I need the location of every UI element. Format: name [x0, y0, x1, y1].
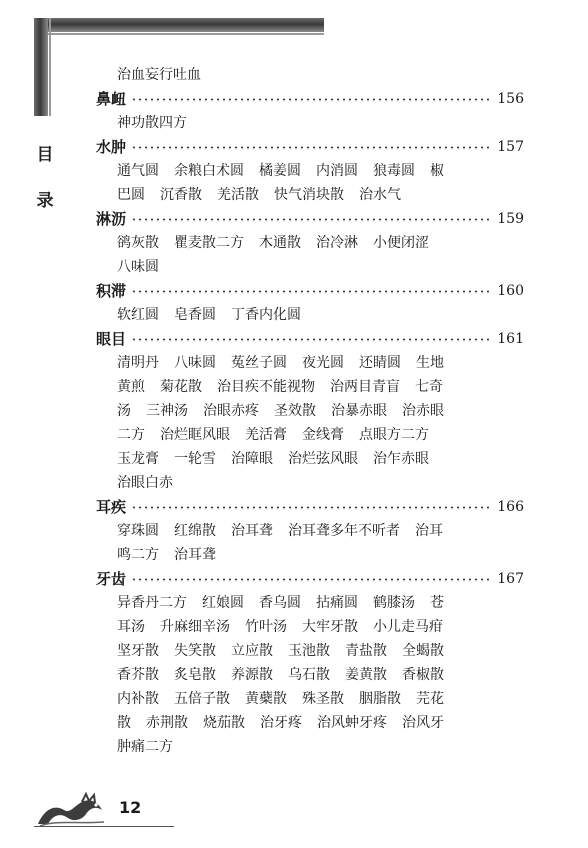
entry-title: 牙齿 — [96, 570, 127, 588]
toc-item: 炙皂散 — [174, 667, 216, 683]
entry-page-number: 159 — [497, 211, 524, 227]
toc-item: 穿珠圆 — [117, 523, 159, 539]
toc-item: 治障眼 — [231, 451, 273, 467]
entry-title: 眼目 — [96, 330, 127, 348]
toc-entry — [96, 87, 524, 111]
toc-item: 治耳聋多年不听者 — [288, 523, 400, 539]
entry-title: 淋沥 — [96, 210, 127, 228]
dot-leader — [131, 578, 492, 581]
toc-item: 汤 — [117, 403, 131, 419]
toc-item: 生地 — [416, 355, 444, 371]
toc-item: 耳汤 — [117, 619, 145, 635]
toc-item: 大牢牙散 — [302, 619, 358, 635]
toc-entry — [96, 135, 524, 159]
toc-item: 瞿麦散二方 — [174, 235, 244, 251]
entry-sub-line — [96, 543, 524, 567]
toc-item: 坚牙散 — [117, 643, 159, 659]
entry-sub-line — [96, 639, 524, 663]
toc-item: 菊花散 — [160, 379, 202, 395]
toc-item: 七奇 — [415, 379, 443, 395]
entry-page-number: 160 — [497, 283, 524, 299]
dot-leader — [131, 98, 492, 101]
toc-item: 殊圣散 — [302, 691, 344, 707]
entry-sub-line — [96, 351, 524, 375]
entry-sub-line — [96, 183, 524, 207]
corner-ornament-horizontal — [34, 18, 324, 32]
entry-sub-line — [96, 255, 524, 279]
dot-leader — [131, 218, 492, 221]
toc-item: 余粮白术圆 — [174, 163, 244, 179]
table-of-contents — [96, 63, 524, 759]
toc-item: 夜光圆 — [302, 355, 344, 371]
toc-item: 羌活膏 — [245, 427, 287, 443]
toc-item: 鸣二方 — [117, 547, 159, 563]
toc-item: 治风牙 — [402, 715, 444, 731]
toc-item: 皂香圆 — [174, 307, 216, 323]
toc-item: 巴圆 — [117, 187, 145, 203]
entry-page-number: 156 — [497, 91, 524, 107]
toc-item: 鹆灰散 — [117, 235, 159, 251]
dragon-ornament-icon — [34, 790, 106, 830]
entry-sub-line — [96, 711, 524, 735]
entry-page-number: 167 — [497, 571, 524, 587]
dot-leader — [131, 290, 492, 293]
toc-item: 香乌圆 — [259, 595, 301, 611]
toc-item: 鹤膝汤 — [373, 595, 415, 611]
toc-item: 赤荆散 — [146, 715, 188, 731]
dot-leader — [131, 338, 492, 341]
toc-item: 治耳 — [415, 523, 443, 539]
side-tab-char-1: 目 — [36, 145, 54, 165]
entry-sub-line — [96, 399, 524, 423]
toc-item: 香芥散 — [117, 667, 159, 683]
toc-item: 羌活散 — [217, 187, 259, 203]
entry-sub-line — [96, 231, 524, 255]
toc-item: 治眼赤疼 — [203, 403, 259, 419]
toc-item: 青盐散 — [345, 643, 387, 659]
toc-entry — [96, 495, 524, 519]
toc-item: 升麻细辛汤 — [160, 619, 230, 635]
toc-item: 异香丹二方 — [117, 595, 187, 611]
toc-item: 三神汤 — [146, 403, 188, 419]
entry-page-number: 161 — [497, 331, 524, 347]
dot-leader — [131, 506, 492, 509]
toc-item: 芫花 — [416, 691, 444, 707]
entry-sub-line — [96, 159, 524, 183]
entry-sub-line — [96, 423, 524, 447]
toc-item: 香椒散 — [402, 667, 444, 683]
toc-item: 治烂眶风眼 — [160, 427, 230, 443]
toc-item: 治耳聋 — [174, 547, 216, 563]
entry-sub-line — [96, 591, 524, 615]
toc-item: 快气消块散 — [274, 187, 344, 203]
toc-item: 八味圆 — [117, 259, 159, 275]
corner-ornament-vertical — [34, 18, 48, 116]
toc-item: 治冷淋 — [316, 235, 358, 251]
toc-entry — [96, 567, 524, 591]
dot-leader — [131, 146, 492, 149]
toc-item: 小儿走马疳 — [373, 619, 443, 635]
toc-item: 橘姜圆 — [259, 163, 301, 179]
toc-item: 黄蘗散 — [245, 691, 287, 707]
toc-item: 玉池散 — [288, 643, 330, 659]
toc-item: 玉龙膏 — [117, 451, 159, 467]
toc-item: 沉香散 — [160, 187, 202, 203]
toc-item: 清明丹 — [117, 355, 159, 371]
entry-sub-line — [96, 111, 524, 135]
toc-item: 八味圆 — [174, 355, 216, 371]
entry-title: 水肿 — [96, 138, 127, 156]
entry-title: 积滞 — [96, 282, 127, 300]
toc-entry — [96, 327, 524, 351]
entry-sub-line — [96, 687, 524, 711]
toc-item: 点眼方二方 — [359, 427, 429, 443]
toc-item: 治风蚛牙疼 — [317, 715, 387, 731]
toc-item: 二方 — [117, 427, 145, 443]
continuation-line — [96, 63, 524, 87]
toc-entry — [96, 279, 524, 303]
toc-item: 神功散四方 — [117, 115, 187, 131]
toc-item: 拈痛圆 — [316, 595, 358, 611]
toc-item: 肿痛二方 — [117, 739, 173, 755]
toc-item: 五倍子散 — [174, 691, 230, 707]
toc-item: 全蝎散 — [402, 643, 444, 659]
entry-title: 鼻衄 — [96, 90, 127, 108]
entry-sub-line — [96, 471, 524, 495]
toc-item: 失笑散 — [174, 643, 216, 659]
toc-item: 散 — [117, 715, 131, 731]
entry-sub-line — [96, 447, 524, 471]
page-number: 12 — [119, 798, 142, 817]
entry-sub-line — [96, 735, 524, 759]
toc-item: 黄煎 — [117, 379, 145, 395]
toc-item: 丁香内化圆 — [231, 307, 301, 323]
entry-sub-line — [96, 375, 524, 399]
footer-rule — [34, 826, 174, 827]
toc-item: 胭脂散 — [359, 691, 401, 707]
toc-item: 金线膏 — [302, 427, 344, 443]
entry-sub-line — [96, 519, 524, 543]
toc-item: 红绵散 — [174, 523, 216, 539]
toc-item: 治血妄行吐血 — [117, 67, 201, 83]
toc-item: 治水气 — [359, 187, 401, 203]
toc-item: 圣效散 — [274, 403, 316, 419]
toc-item: 姜黄散 — [345, 667, 387, 683]
toc-item: 治牙疼 — [260, 715, 302, 731]
toc-item: 一轮雪 — [174, 451, 216, 467]
toc-item: 治乍赤眼 — [373, 451, 429, 467]
toc-item: 竹叶汤 — [245, 619, 287, 635]
side-tab-char-2: 录 — [36, 191, 54, 211]
toc-item: 椒 — [430, 163, 444, 179]
entry-title: 耳疾 — [96, 498, 127, 516]
entry-sub-line — [96, 663, 524, 687]
toc-item: 治耳聋 — [231, 523, 273, 539]
toc-item: 治暴赤眼 — [331, 403, 387, 419]
entry-page-number: 157 — [497, 139, 524, 155]
toc-item: 狼毒圆 — [373, 163, 415, 179]
toc-item: 治两目青盲 — [330, 379, 400, 395]
toc-item: 治眼白赤 — [117, 475, 173, 491]
toc-item: 治烂弦风眼 — [288, 451, 358, 467]
toc-item: 内补散 — [117, 691, 159, 707]
toc-item: 烧茄散 — [203, 715, 245, 731]
toc-entry — [96, 207, 524, 231]
entry-sub-line — [96, 615, 524, 639]
toc-item: 乌石散 — [288, 667, 330, 683]
toc-item: 立应散 — [231, 643, 273, 659]
toc-item: 木通散 — [259, 235, 301, 251]
toc-item: 软红圆 — [117, 307, 159, 323]
toc-item: 养源散 — [231, 667, 273, 683]
entry-page-number: 166 — [497, 499, 524, 515]
toc-item: 苍 — [430, 595, 444, 611]
toc-item: 小便闭涩 — [373, 235, 429, 251]
toc-item: 治赤眼 — [402, 403, 444, 419]
toc-item: 红娘圆 — [202, 595, 244, 611]
toc-item: 内消圆 — [316, 163, 358, 179]
entry-sub-line — [96, 303, 524, 327]
toc-item: 还睛圆 — [359, 355, 401, 371]
toc-item: 菟丝子圆 — [231, 355, 287, 371]
toc-item: 治目疾不能视物 — [217, 379, 315, 395]
toc-item: 通气圆 — [117, 163, 159, 179]
